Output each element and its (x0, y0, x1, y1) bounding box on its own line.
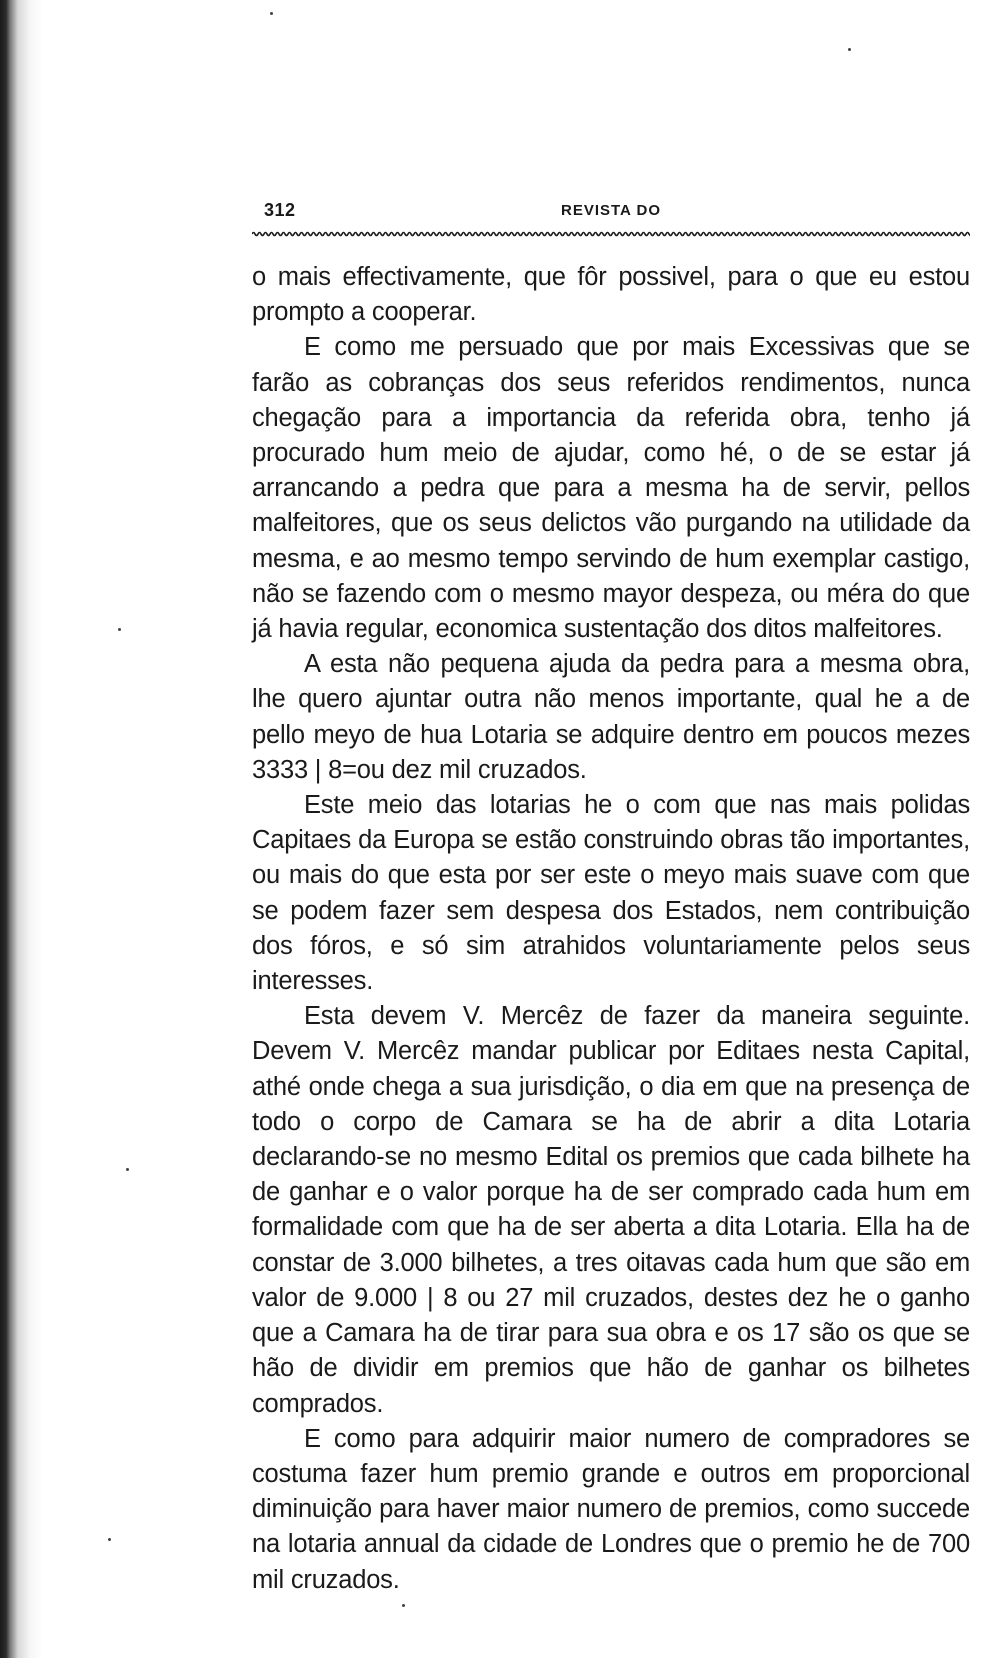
book-page (252, 196, 970, 1598)
page-number: 312 (264, 200, 296, 220)
scan-binding-edge (0, 0, 44, 1658)
scan-speck (108, 1538, 111, 1541)
paragraph: E como me persuado que por mais Excessivas que se farão as cobranças dos seus referidos rendimentos, nunca chegação para a importancia da referida obra, tenho já procurado hum meio de ajudar, como hé, o de se estar já arrancando a pedra que para a mesma ha de servir, pellos malfeitores, que os seus delictos vão purgando na utilidade da mesma, e ao mesmo tempo servindo de hum exemplar castigo, não se fazendo com o mesmo mayor despeza, ou méra do que já havia regular, economica sustentação dos ditos malfeitores. (252, 333, 970, 644)
scan-speck (402, 1604, 405, 1607)
paragraph: E como para adquirir maior numero de compradores se costuma fazer hum premio grande e outros em proporcional diminuição para haver maior numero de premios, como succede na lotaria annual da cidade de Londres que o premio he de 700 mil cruzados. (252, 1424, 970, 1594)
wavy-header-rule (252, 230, 970, 238)
paragraph: Esta devem V. Mercêz de fazer da maneira seguinte. Devem V. Mercêz mandar publicar por Editaes nesta Capital, athé onde chega a sua jurisdição, o dia em que na presença de todo o corpo de Camara se ha de abrir a dita Lotaria declarando-se no mesmo Edital os premios que cada bilhete ha de ganhar e o valor porque ha de ser comprado cada hum em formalidade com que ha de ser aberta a dita Lotaria. Ella ha de constar de 3.000 bilhetes, a tres oitavas cada hum que são em valor de 9.000 | 8 ou 27 mil cruzados, destes dez he o ganho que a Camara ha de tirar para sua obra e os 17 são os que se hão de dividir em premios que hão de ganhar os bilhetes comprados. (252, 1002, 970, 1418)
body-text (252, 260, 970, 1598)
scan-speck (270, 12, 273, 15)
scan-speck (848, 48, 851, 51)
running-head (252, 196, 970, 226)
scan-speck (126, 1168, 129, 1171)
running-title: REVISTA DO (560, 202, 661, 219)
paragraph: Este meio das lotarias he o com que nas mais polidas Capitaes da Europa se estão construindo obras tão importantes, ou mais do que esta por ser este o meyo mais suave com que se podem fazer sem despesa dos Estados, nem contribuição dos fóros, e só sim atrahidos voluntariamente pelos seus interesses. (252, 791, 970, 996)
paragraph: o mais effectivamente, que fôr possivel, para o que eu estou prompto a cooperar. (252, 263, 970, 327)
paragraph: A esta não pequena ajuda da pedra para a mesma obra, lhe quero ajuntar outra não menos importante, qual he a de pello meyo de hua Lotaria se adquire dentro em poucos mezes 3333 | 8=ou dez mil cruzados. (252, 650, 970, 784)
scan-speck (118, 628, 121, 631)
